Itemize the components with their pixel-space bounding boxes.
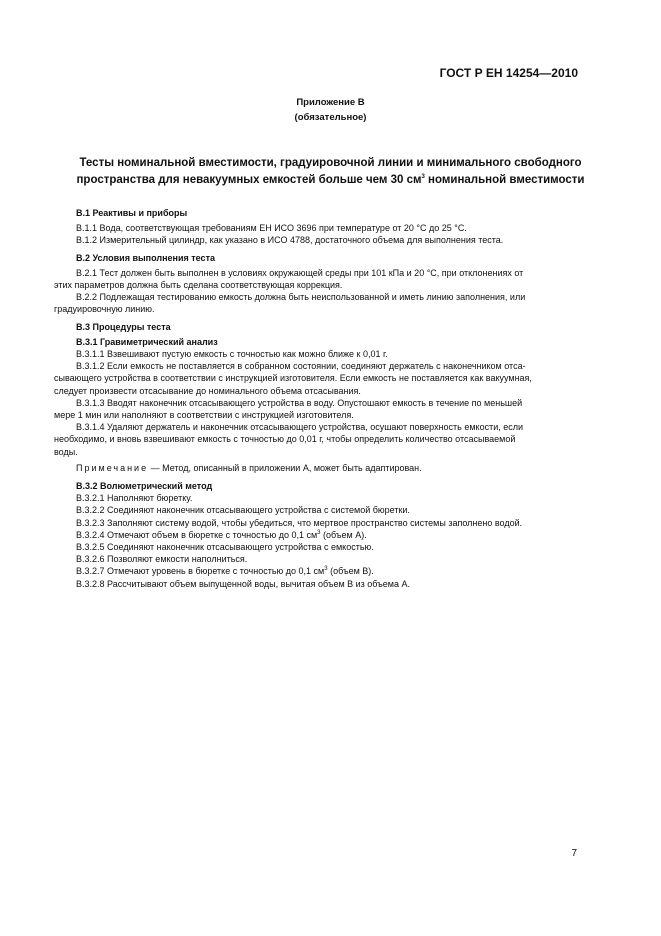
appendix-status: (обязательное) [294, 112, 367, 123]
paragraph-b3-2-8: В.3.2.8 Рассчитывают объем выпущенной воды, вычитая объем В из объема А. [76, 578, 410, 589]
paragraph-b3-2-6: В.3.2.6 Позволяют емкости наполниться. [76, 554, 248, 565]
paragraph-b3-2-5: В.3.2.5 Соединяют наконечник отсасывающего устройства с емкостью. [76, 542, 374, 553]
paragraph-b3-1-4c: воды. [54, 446, 78, 457]
paragraph-b3-2-7: В.3.2.7 Отмечают уровень в бюретке с точностью до 0,1 $см^3$ (объем В). [76, 566, 374, 577]
note-label: Примечание [76, 462, 149, 473]
title-text: Тесты номинальной вместимости, градуировочной линии и минимального свободного пространства для невакуумных емкостей больше чем 30 см [76, 157, 582, 186]
note-text: — Метод, описанный в приложении А, может быть адаптирован. [148, 462, 422, 473]
page-number: 7 [571, 848, 577, 859]
section-title [60, 155, 601, 189]
heading-b2: В.2 Условия выполнения теста [76, 252, 215, 263]
subheading-b3-2: В.3.2 Волюметрический метод [76, 481, 213, 492]
paragraph-b3-1-3a: В.3.1.3 Вводят наконечник отсасывающего устройства в воду. Опустошают емкость в течение по меньшей [76, 397, 523, 408]
paragraph-b2-2b: градуировочную линию. [54, 304, 155, 315]
title-superscript: 3 [421, 174, 425, 181]
document-header: ГОСТ Р ЕН 14254—2010 [439, 66, 578, 80]
heading-b3: В.3 Процедуры теста [76, 321, 171, 332]
paragraph-b1-1: В.1.1 Вода, соответствующая требованиям ЕН ИСО 3696 при температуре от 20 °С до 25 °С. [76, 223, 467, 234]
appendix-label [0, 95, 661, 125]
paragraph-b2-1a: В.2.1 Тест должен быть выполнен в условиях окружающей среды при 101 кПа и 20 °С, при отклонениях от [76, 267, 524, 278]
title-text-end: номинальной вместимости [424, 174, 585, 186]
paragraph-b3-1-1: В.3.1.1 Взвешивают пустую емкость с точностью как можно ближе к 0,01 г. [76, 349, 388, 360]
paragraph-b2-1b: этих параметров должна быть сделана соответствующая коррекция. [54, 280, 343, 291]
paragraph-b3-2-2: В.3.2.2 Соединяют наконечник отсасывающего устройства с системой бюретки. [76, 505, 410, 516]
paragraph-b3-1-4a: В.3.1.4 Удаляют держатель и наконечник отсасывающего устройства, осушают поверхность емкости, если [76, 422, 524, 433]
paragraph-b3-1-2b: сывающего устройства в соответствии с инструкцией изготовителя. Если емкость не поставляется как вакуумная, [54, 373, 532, 384]
paragraph-b2-2a: В.2.2 Подлежащая тестированию емкость должна быть неиспользованной и иметь линию заполнения, или [76, 292, 526, 303]
paragraph-b3-1-4b: необходимо, и вновь взвешивают емкость с точностью до 0,01 г, чтобы определить количество отсасываемой [54, 434, 516, 445]
heading-b1: В.1 Реактивы и приборы [76, 208, 188, 218]
note [76, 462, 584, 474]
paragraph-b1-2: В.1.2 Измерительный цилиндр, как указано в ИСО 4788, достаточного объема для выполнения теста. [76, 235, 504, 246]
document-body [54, 205, 584, 590]
paragraph-b3-1-3b: мере 1 мин или наполняют в соответствии с инструкцией изготовителя. [54, 410, 354, 421]
appendix-title: Приложение В [296, 97, 365, 108]
paragraph-b3-2-4: В.3.2.4 Отмечают объем в бюретке с точностью до 0,1 $см^3$ (объем А). [76, 529, 367, 540]
paragraph-b3-1-2a: В.3.1.2 Если емкость не поставляется в собранном состоянии, соединяют держатель с наконечником отса- [76, 361, 526, 372]
paragraph-b3-2-1: В.3.2.1 Наполняют бюретку. [76, 493, 193, 504]
paragraph-b3-1-2c: следует произвести отсасывание до номинального объема отсасывания. [54, 385, 361, 396]
paragraph-b3-2-3: В.3.2.3 Заполняют систему водой, чтобы убедиться, что мертвое пространство системы заполнено водой. [76, 517, 523, 528]
subheading-b3-1: В.3.1 Гравиметрический анализ [76, 336, 218, 347]
